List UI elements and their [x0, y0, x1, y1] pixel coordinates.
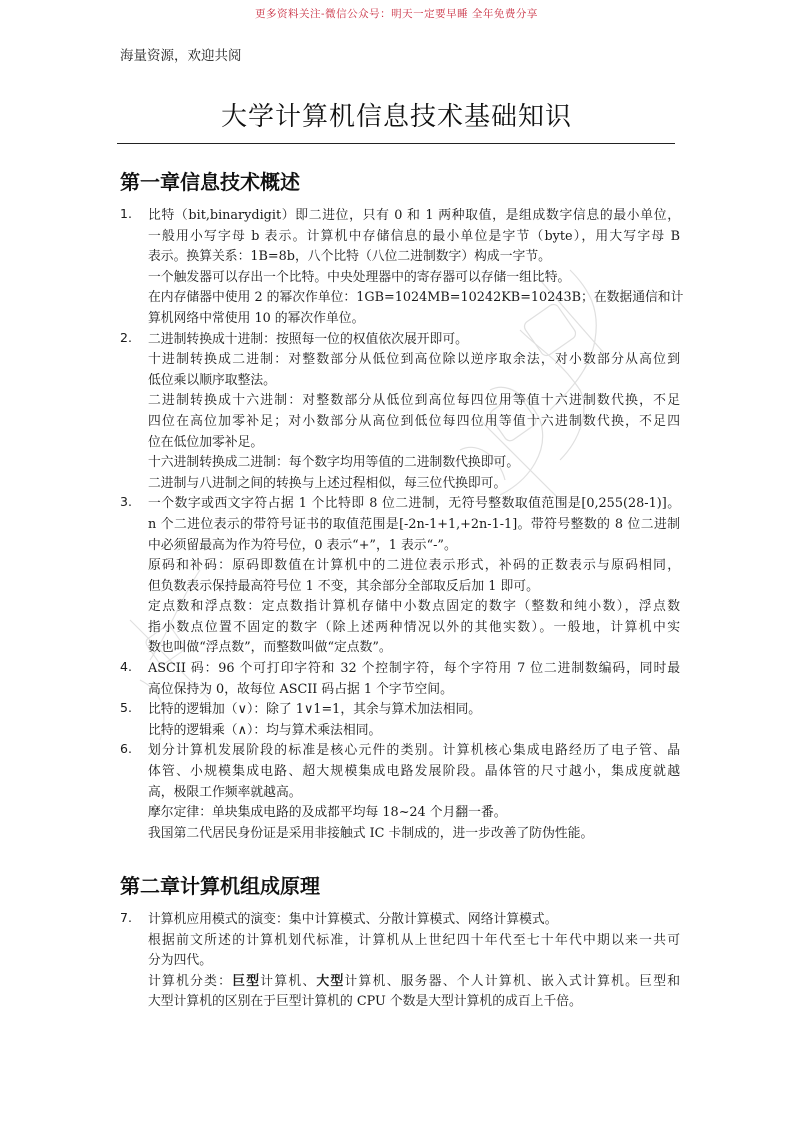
- text-line: 二进制转换成十进制：按照每一位的权值依次展开即可。: [148, 331, 468, 347]
- text-line: 我国第二代居民身份证是采用非接触式 IC 卡制成的，进一步改善了防伪性能。: [148, 825, 594, 841]
- text-line: 比特的逻辑乘（∧）：均与算术乘法相同。: [148, 722, 382, 738]
- text-line: 位在低位加零补足。: [148, 434, 264, 450]
- text-line: 在内存储器中使用 2 的幂次作单位：1GB=1024MB=10242KB=10243B；在数据通信和计: [148, 290, 684, 306]
- text-segment: 计算机、: [260, 973, 317, 989]
- bold-term: 大型: [316, 973, 345, 989]
- item-number: 5.: [120, 700, 132, 716]
- text-line: 二进制与八进制之间的转换与上述过程相似，每三位代换即可。: [148, 475, 507, 491]
- text-line: 比特的逻辑加（∨）：除了 1∨1=1，其余与算术加法相同。: [148, 702, 482, 718]
- text-line: n 个二进位表示的带符号证书的取值范围是[-2n-1+1,+2n-1-1]。带符号整数的 8 位二进制: [148, 516, 680, 532]
- text-line: 计算机应用模式的演变：集中计算模式、分散计算模式、网络计算模式。: [148, 912, 558, 927]
- chapter-2-items: [120, 910, 680, 1013]
- text-line: 数也叫做“浮点数”，而整数叫做“定点数”。: [148, 640, 392, 656]
- text-line: 根据前文所述的计算机划代标准，计算机从上世纪四十年代至七十年代中期以来一共可: [148, 932, 680, 948]
- text-line: 四位在高位加零补足；对小数部分从高位到低位每四位用等值十六进制数代换，不足四: [148, 413, 680, 429]
- text-line: 二进制转换成十六进制：对整数部分从低位到高位每四位用等值十六进制数代换，不足: [148, 393, 680, 409]
- chapter-1-items: [120, 206, 684, 844]
- text-line: 高位保持为 0，故每位 ASCII 码占据 1 个字节空间。: [148, 681, 453, 697]
- item-number: 1.: [120, 206, 132, 221]
- text-line: 表示。换算关系：1B=8b，八个比特（八位二进制数字）构成一字节。: [148, 249, 551, 265]
- text-segment: 计算机、服务器、个人计算机、嵌入式计算机。巨型和: [344, 973, 681, 989]
- header-note: 海量资源，欢迎共阅: [120, 48, 242, 64]
- text-line: 原码和补码：原码即数值在计算机中的二进位表示形式，补码的正数表示与原码相同，: [148, 558, 680, 574]
- chapter-heading: 第一章信息技术概述: [120, 170, 300, 194]
- list-item: [120, 700, 680, 741]
- top-banner: 更多资料关注-微信公众号：明天一定要早睡 全年免费分享: [255, 8, 538, 20]
- text-line-rich: [148, 972, 680, 993]
- text-line: 低位乘以顺序取整法。: [148, 372, 276, 388]
- item-number: 7.: [120, 910, 132, 925]
- text-line: 算机网络中常使用 10 的幂次作单位。: [148, 310, 365, 326]
- document-title: 大学计算机信息技术基础知识: [220, 102, 572, 132]
- text-line: 指小数点位置不固定的数字（除上述两种情况以外的其他实数）。一般地，计算机中实: [148, 619, 680, 635]
- list-item: [120, 741, 680, 844]
- item-number: 3.: [120, 494, 132, 510]
- text-line: 中必须留最高为作为符号位，0 表示“+”，1 表示“-”。: [148, 537, 457, 553]
- text-line: 高，极限工作频率就越高。: [148, 784, 302, 800]
- text-line: 大型计算机的区别在于巨型计算机的 CPU 个数是大型计算机的成百上千倍。: [148, 994, 582, 1010]
- text-line: 一般用小写字母 b 表示。计算机中存储信息的最小单位是字节（byte），用大写字母 B: [148, 228, 680, 244]
- item-number: 4.: [120, 659, 132, 675]
- text-line: 摩尔定律：单块集成电路的及成都平均每 18~24 个月翻一番。: [148, 805, 507, 821]
- text-line: 一个触发器可以存出一个比特。中央处理器中的寄存器可以存储一组比特。: [148, 269, 571, 285]
- text-segment: 计算机分类：: [148, 973, 233, 989]
- text-line: 十进制转换成二进制：对整数部分从低位到高位除以逆序取余法，对小数部分从高位到: [148, 352, 680, 368]
- text-line: 划分计算机发展阶段的标准是核心元件的类别。计算机核心集成电路经历了电子管、晶: [148, 743, 680, 759]
- bold-term: 巨型: [232, 973, 261, 989]
- list-item: [120, 659, 680, 700]
- title-rule: [117, 143, 675, 144]
- list-item: [120, 910, 680, 1013]
- text-line: ASCII 码：96 个可打印字符和 32 个控制字符，每个字符用 7 位二进制数编码，同时最: [148, 661, 680, 677]
- item-number: 6.: [120, 741, 132, 757]
- item-number: 2.: [120, 329, 132, 345]
- chapter-heading: 第二章计算机组成原理: [120, 874, 320, 898]
- text-line: 定点数和浮点数：定点数指计算机存储中小数点固定的数字（整数和纯小数），浮点数: [148, 599, 680, 615]
- text-line: 体管、小规模集成电路、超大规模集成电路发展阶段。晶体管的尺寸越小，集成度就越: [148, 764, 680, 780]
- text-line: 比特（bit,binarydigit）即二进位，只有 0 和 1 两种取值，是组成数字信息的最小单位，: [148, 208, 680, 223]
- list-item: [120, 494, 680, 659]
- list-item: [120, 330, 680, 495]
- text-line: 一个数字或西文字符占据 1 个比特即 8 位二进制，无符号整数取值范围是[0,255(28-1)]。: [148, 496, 680, 512]
- text-line: 但负数表示保持最高符号位 1 不变，其余部分全部取反后加 1 即可。: [148, 578, 539, 594]
- text-line: 十六进制转换成二进制：每个数字均用等值的二进制数代换即可。: [148, 455, 520, 471]
- text-line: 分为四代。: [148, 953, 212, 969]
- list-item: [120, 206, 684, 330]
